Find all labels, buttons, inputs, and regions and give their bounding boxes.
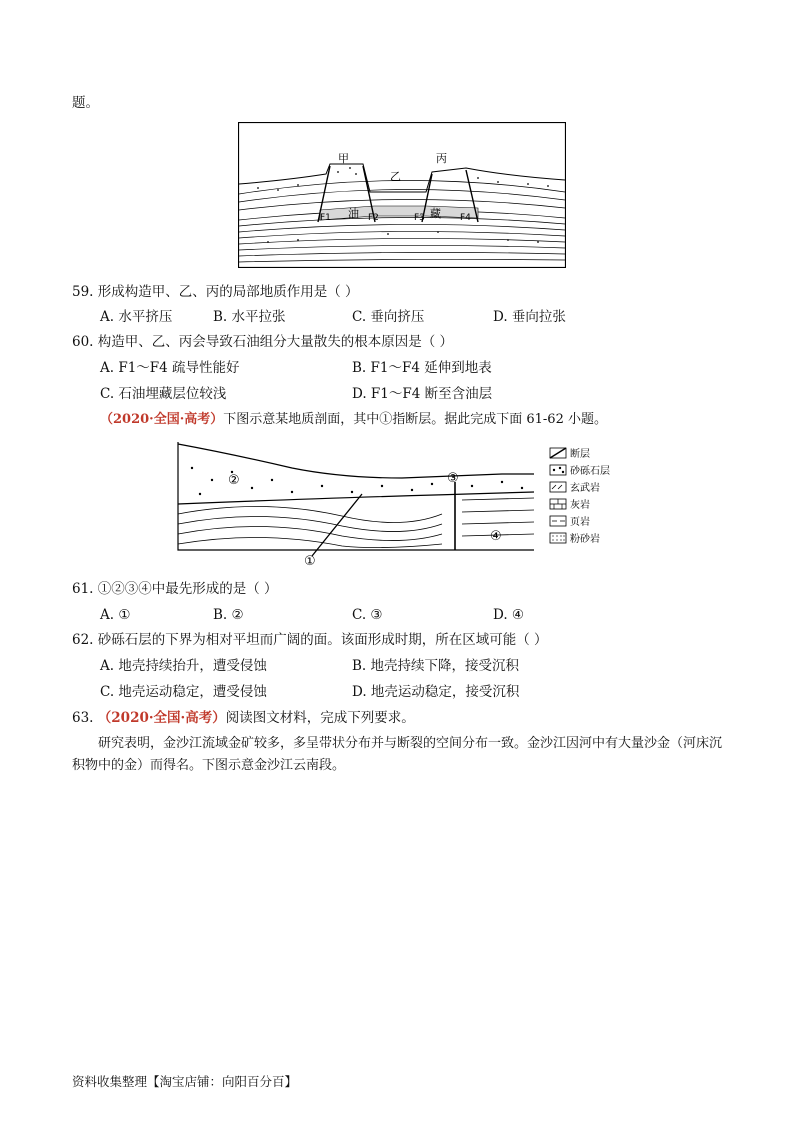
legend-fault: 断层 bbox=[570, 449, 590, 460]
question-62-option-a: A. 地壳持续抬升，遭受侵蚀 bbox=[100, 658, 267, 674]
fault-label-f2: F2 bbox=[368, 213, 379, 223]
marker-2: ② bbox=[228, 473, 240, 488]
question-62-stem: 62. 砂砾石层的下界为相对平坦而广阔的面。该面形成时期，所在区域可能（ ） bbox=[72, 632, 548, 648]
question-59-option-c: C. 垂向挤压 bbox=[352, 309, 425, 325]
question-63-source: （2020·全国·高考） bbox=[97, 710, 226, 726]
fault-label-f3: F3 bbox=[414, 213, 425, 223]
label-cang: 藏 bbox=[430, 207, 441, 220]
marker-4: ④ bbox=[490, 529, 502, 544]
question-61-option-d: D. ④ bbox=[493, 607, 525, 623]
question-62-option-d: D. 地壳运动稳定，接受沉积 bbox=[352, 684, 520, 700]
question-59-option-b: B. 水平拉张 bbox=[213, 309, 286, 325]
question-60-stem: 60. 构造甲、乙、丙会导致石油组分大量散失的根本原因是（ ） bbox=[72, 334, 454, 350]
question-61-option-b: B. ② bbox=[213, 607, 244, 623]
label-yi: 乙 bbox=[390, 170, 401, 183]
question-63-paragraph: 研究表明，金沙江流域金矿较多，多呈带状分布并与断裂的空间分布一致。金沙江因河中有大量沙金（河床沉积物中的金）而得名。下图示意金沙江云南段。 bbox=[72, 736, 723, 773]
question-59-option-d: D. 垂向拉张 bbox=[493, 309, 566, 325]
marker-3: ③ bbox=[447, 471, 459, 486]
question-59-option-a: A. 水平挤压 bbox=[100, 309, 173, 325]
question-62-option-b: B. 地壳持续下降，接受沉积 bbox=[352, 658, 520, 674]
legend bbox=[550, 447, 610, 545]
fault-label-f1: F1 bbox=[320, 213, 331, 223]
source-tag: （2020·全国·高考） bbox=[100, 412, 224, 427]
legend-siltstone: 粉砂岩 bbox=[570, 534, 600, 545]
legend-limestone: 灰岩 bbox=[570, 500, 590, 511]
question-60-option-b: B. F1～F4 延伸到地表 bbox=[352, 360, 492, 376]
question-60-option-d: D. F1～F4 断至含油层 bbox=[352, 386, 493, 402]
question-62-option-c: C. 地壳运动稳定，遭受侵蚀 bbox=[100, 684, 267, 700]
question-61-option-a: A. ① bbox=[100, 607, 131, 623]
geologic-section-figure bbox=[172, 438, 632, 566]
previous-question-fragment: 题。 bbox=[72, 95, 99, 111]
intro-61-62 bbox=[100, 411, 607, 429]
label-bing: 丙 bbox=[436, 152, 447, 165]
legend-shale: 页岩 bbox=[570, 517, 590, 528]
legend-basalt: 玄武岩 bbox=[570, 483, 600, 494]
intro-text: 下图示意某地质剖面，其中①指断层。据此完成下面 61-62 小题。 bbox=[223, 412, 607, 427]
marker-1: ① bbox=[304, 554, 316, 566]
question-61-option-c: C. ③ bbox=[352, 607, 383, 623]
anticline-fault-figure bbox=[238, 122, 566, 268]
footer-note: 资料收集整理【淘宝店铺：向阳百分百】 bbox=[72, 1074, 298, 1089]
question-63-number: 63. bbox=[72, 710, 94, 726]
question-63-header bbox=[72, 709, 415, 727]
fault-label-f4: F4 bbox=[460, 213, 471, 223]
label-you: 油 bbox=[348, 207, 359, 220]
legend-gravel: 砂砾石层 bbox=[570, 466, 610, 477]
label-jia: 甲 bbox=[338, 152, 349, 165]
question-61-stem: 61. ①②③④中最先形成的是（ ） bbox=[72, 581, 278, 597]
question-60-option-c: C. 石油埋藏层位较浅 bbox=[100, 386, 227, 402]
question-63-text: 阅读图文材料，完成下列要求。 bbox=[225, 710, 415, 726]
question-59-stem: 59. 形成构造甲、乙、丙的局部地质作用是（ ） bbox=[72, 284, 359, 300]
question-60-option-a: A. F1～F4 疏导性能好 bbox=[100, 360, 240, 376]
